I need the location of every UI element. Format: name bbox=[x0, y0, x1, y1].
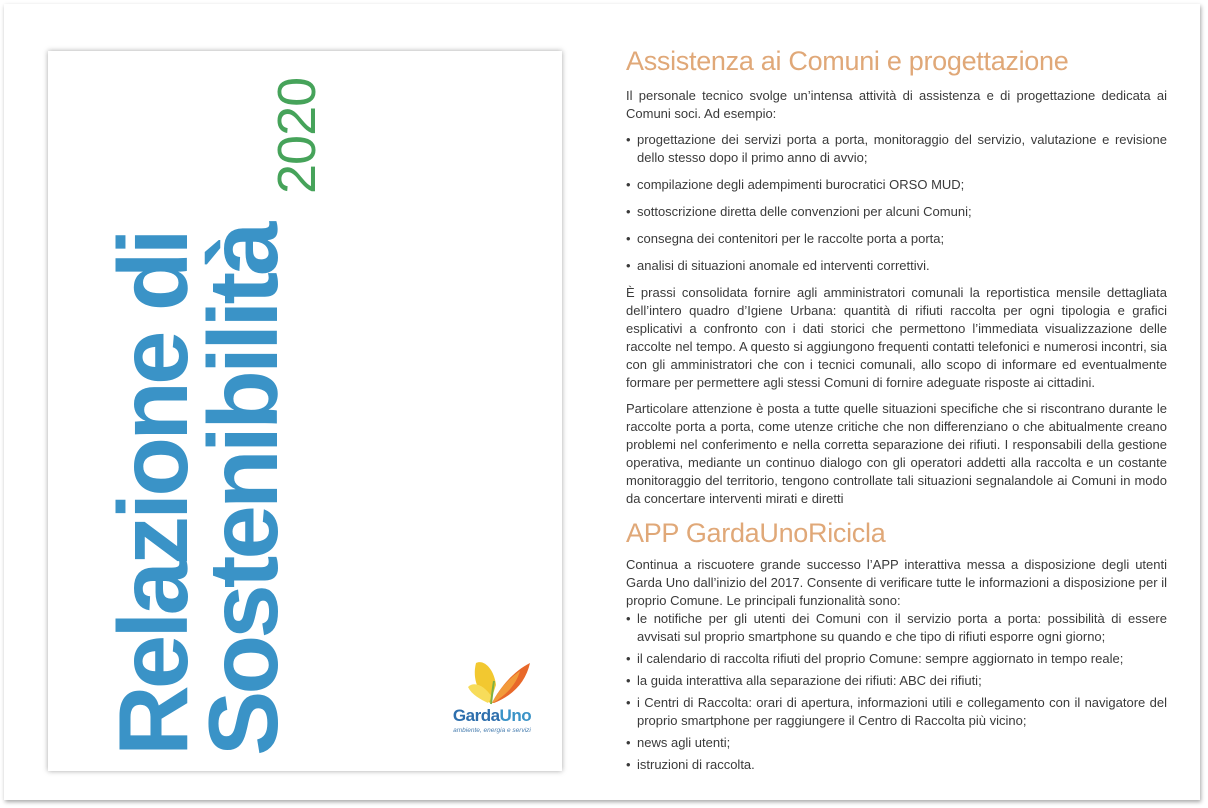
list-item: • sottoscrizione diretta delle convenzioni per alcuni Comuni; bbox=[626, 203, 1167, 221]
logo-tagline: ambiente, energia e servizi bbox=[453, 727, 531, 734]
section1-intro: Il personale tecnico svolge un’intensa attività di assistenza e di progettazione dedicata ai Comuni soci. Ad esempio: bbox=[626, 88, 1167, 121]
cover-year: 2020 bbox=[267, 77, 327, 194]
cover-title-line-1: Relazione di bbox=[98, 232, 208, 756]
gardauno-logo bbox=[442, 651, 542, 741]
list-item: • news agli utenti; bbox=[626, 734, 1167, 752]
section2-intro: Continua a riscuotere grande successo l’APP interattiva messa a disposizione degli utenti Garda Uno dall’inizio del 2017. Consente di verificare tutte le informazioni a disposizione per il proprio Comune. Le principali funzionalità sono: bbox=[626, 557, 1167, 608]
section2-bullet-list bbox=[626, 610, 1167, 774]
logo-word-garda: Garda bbox=[452, 706, 500, 725]
list-item: • consegna dei contenitori per le raccolte porta a porta; bbox=[626, 230, 1167, 248]
list-item: • i Centri di Raccolta: orari di apertura, informazioni utili e collegamento con il navigatore del proprio smartphone per raggiungere il Centro di Raccolta più vicino; bbox=[626, 694, 1167, 730]
list-item: • compilazione degli adempimenti burocratici ORSO MUD; bbox=[626, 176, 1167, 194]
section1-paragraph-3: Particolare attenzione è posta a tutte quelle situazioni specifiche che si riscontrano durante le raccolte porta a porta, come utenze critiche che non differenziano o che abitualmente creano problemi nel conferimento e nella corretta separazione dei rifiuti. I responsabili della gestione operativa, mediante un continuo dialogo con gli operatori addetti alla raccolta e un costante monitoraggio del territorio, tengono controllate tali situazioni segnalandole ai Comuni in modo da concertare interventi mirati e diretti bbox=[626, 401, 1167, 506]
butterfly-logo-icon bbox=[442, 651, 542, 709]
section-heading-assistenza: Assistenza ai Comuni e progettazione bbox=[626, 46, 1069, 76]
logo-word-uno: Uno bbox=[499, 706, 532, 725]
list-item: • progettazione dei servizi porta a porta, monitoraggio del servizio, valutazione e revisione dello stesso dopo il primo anno di avvio; bbox=[626, 131, 1167, 167]
list-item: • istruzioni di raccolta. bbox=[626, 756, 1167, 774]
list-item: • il calendario di raccolta rifiuti del proprio Comune: sempre aggiornato in tempo reale; bbox=[626, 650, 1167, 668]
logo-wordmark bbox=[442, 706, 542, 726]
list-item: • la guida interattiva alla separazione dei rifiuti: ABC dei rifiuti; bbox=[626, 672, 1167, 690]
list-item: • analisi di situazioni anomale ed interventi correttivi. bbox=[626, 257, 1167, 275]
list-item: • le notifiche per gli utenti dei Comuni con il servizio porta a porta: possibilità di essere avvisati sul proprio smartphone su quando e che tipo di rifiuti esporre ogni giorno; bbox=[626, 610, 1167, 646]
page-content bbox=[626, 44, 1167, 774]
report-cover bbox=[48, 51, 562, 771]
cover-title-line-2: Sostenibilità bbox=[188, 225, 298, 756]
section1-paragraph-2: È prassi consolidata fornire agli amministratori comunali la reportistica mensile dettagliata dell’intero quadro d’Igiene Urbana: quantità di rifiuti raccolta per ogni tipologia e grafici esplicativi a confronto con i dati storici che permettono l’immediata visualizzazione delle raccolte nel tempo. A questo si aggiungono frequenti contatti telefonici e numerosi incontri, sia con gli amministratori che con i tecnici comunali, allo scopo di informare ed eventualmente formare per permettere agli stessi Comuni di fornire adeguate risposte ai cittadini. bbox=[626, 285, 1167, 390]
document-spread bbox=[4, 4, 1200, 800]
section-heading-app: APP GardaUnoRicicla bbox=[626, 518, 886, 548]
section1-bullet-list bbox=[626, 131, 1167, 275]
